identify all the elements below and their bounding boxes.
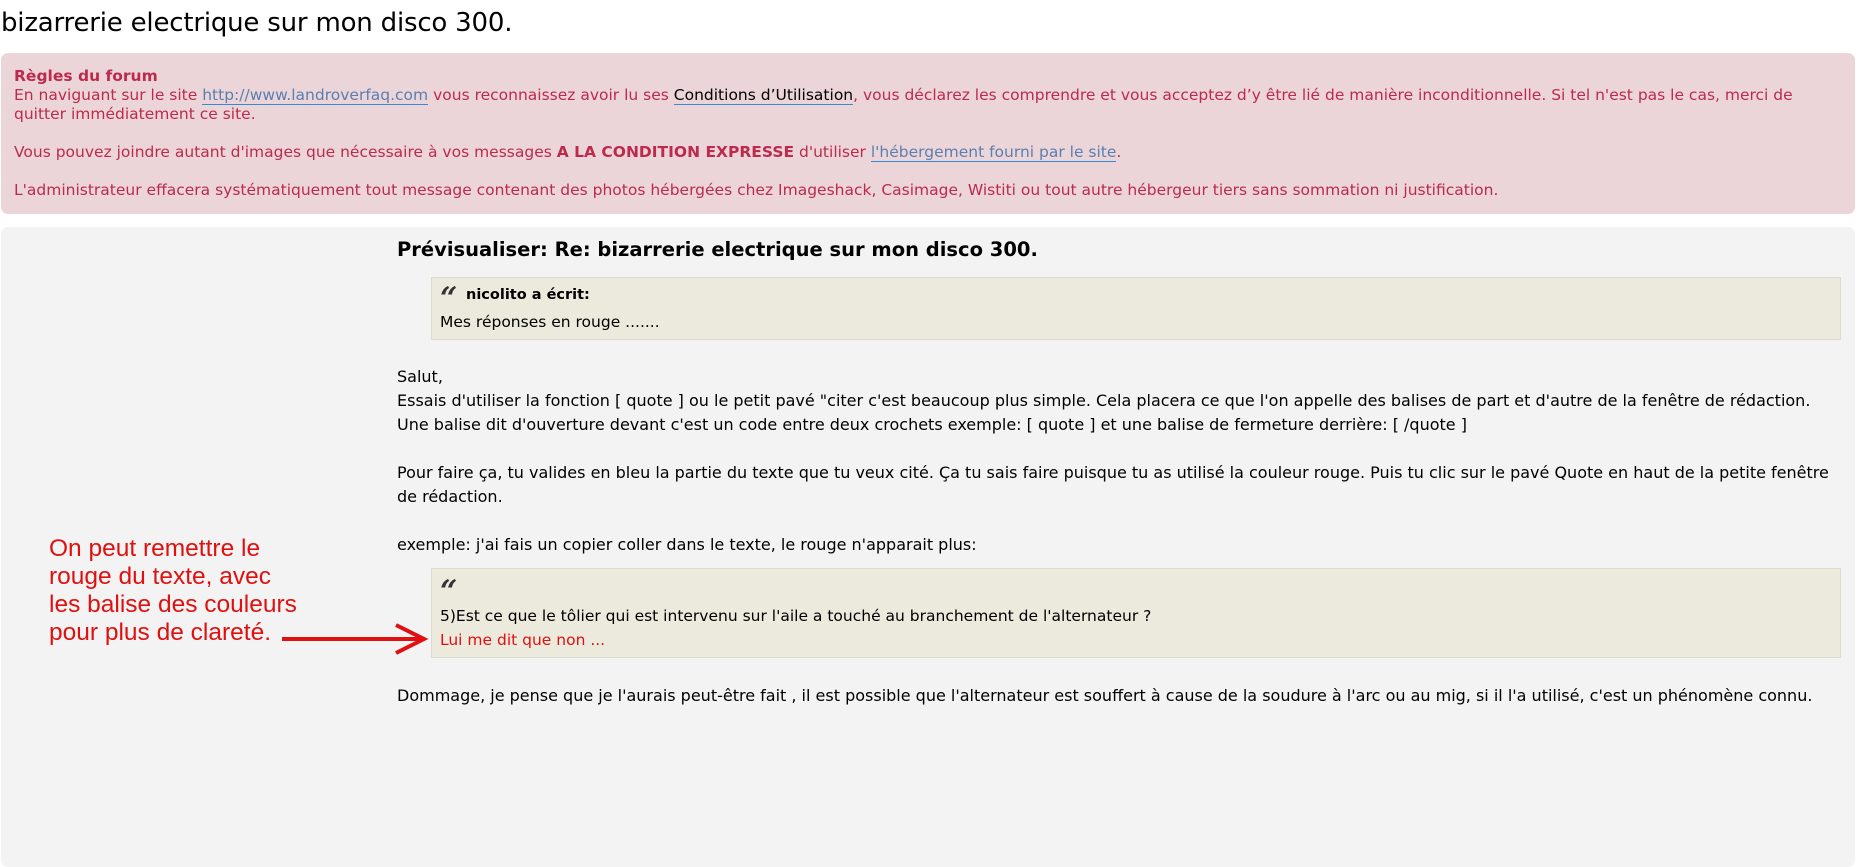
quote-text: Mes réponses en rouge ....... — [440, 313, 660, 331]
quote-mark-icon: “ — [440, 281, 458, 316]
site-link[interactable]: http://www.landroverfaq.com — [202, 86, 429, 104]
rules-text: , vous déclarez les comprendre et vous acceptez d’y être lié de manière inconditionnelle. Si tel n'est pas le cas, merci de quitter immédiatement ce site. — [14, 86, 1793, 123]
quote-red-text: Lui me dit que non ... — [440, 631, 606, 649]
rules-text: En naviguant sur le site — [14, 86, 203, 104]
forum-rules-box — [1, 53, 1855, 214]
quote-block — [431, 568, 1841, 658]
rules-emphasis: A LA CONDITION EXPRESSE — [556, 143, 795, 161]
post-body — [397, 365, 1847, 557]
quote-block — [431, 277, 1841, 340]
post-line: Essais d'utiliser la fonction [ quote ] ou le petit pavé "citer c'est beaucoup plus simple. Cela placera ce que l'on appelle des balises de part et d'autre de la fenêtre de rédaction. — [397, 391, 1811, 410]
post-line: Salut, — [397, 367, 443, 386]
preview-heading: Prévisualiser: Re: bizarrerie electrique sur mon disco 300. — [397, 238, 1038, 261]
post-paragraph: Dommage, je pense que je l'aurais peut-être fait , il est possible que l'alternateur est souffert à cause de la soudure à l'arc ou au mig, si il l'a utilisé, c'est un phénomène connu. — [397, 686, 1813, 705]
arrow-right-icon — [280, 622, 430, 656]
annotation-line: On peut remettre le — [49, 535, 261, 562]
annotation-line: pour plus de clareté. — [49, 619, 271, 646]
post-paragraph: exemple: j'ai fais un copier coller dans le texte, le rouge n'apparait plus: — [397, 535, 977, 554]
rules-paragraph-1 — [14, 86, 1843, 124]
annotation-line: les balise des couleurs — [49, 591, 297, 618]
hosting-link[interactable]: l'hébergement fourni par le site — [870, 143, 1117, 161]
post-paragraph: Pour faire ça, tu valides en bleu la partie du texte que tu veux cité. Ça tu sais faire puisque tu as utilisé la couleur rouge. Puis tu clic sur le pavé Quote en haut de la petite fenêtre de rédaction. — [397, 463, 1829, 506]
rules-text: . — [1116, 143, 1122, 161]
rules-paragraph-2 — [14, 143, 1843, 162]
topic-title: bizarrerie electrique sur mon disco 300. — [1, 8, 513, 38]
rules-paragraph-3: L'administrateur effacera systématiquement tout message contenant des photos hébergées chez Imageshack, Casimage, Wistiti ou tout autre hébergeur tiers sans sommation ni justification. — [14, 181, 1499, 199]
quote-mark-icon: “ — [440, 574, 458, 609]
terms-of-use-link[interactable]: Conditions d’Utilisation — [673, 86, 854, 104]
annotation-line: rouge du texte, avec — [49, 563, 272, 590]
post-line: Une balise dit d'ouverture devant c'est un code entre deux crochets exemple: [ quote ] et une balise de fermeture derrière: [ /quote ] — [397, 415, 1467, 434]
quote-text: 5)Est ce que le tôlier qui est intervenu sur l'aile a touché au branchement de l'alternateur ? — [440, 607, 1152, 625]
rules-title: Règles du forum — [14, 67, 158, 85]
quote-author: nicolito a écrit: — [466, 287, 590, 303]
rules-text: Vous pouvez joindre autant d'images que nécessaire à vos messages — [14, 143, 557, 161]
rules-text: d'utiliser — [794, 143, 871, 161]
rules-text: vous reconnaissez avoir lu ses — [428, 86, 674, 104]
